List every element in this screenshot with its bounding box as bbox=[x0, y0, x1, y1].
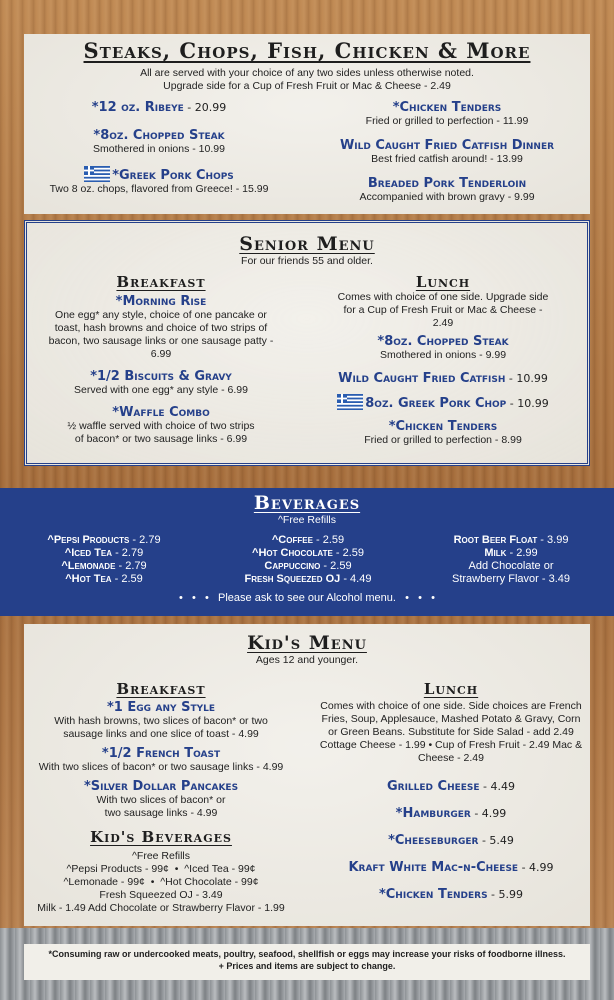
kids-bev-line-2: ^Lemonade - 99¢ • ^Hot Chocolate - 99¢ bbox=[63, 876, 259, 888]
steaks-title: Steaks, Chops, Fish, Chicken & More bbox=[83, 38, 531, 63]
bev-lemonade: ^Lemonade - 2.79 bbox=[61, 560, 147, 572]
steaks-right-col bbox=[304, 100, 590, 204]
senior-tenders-name: *Chicken Tenders bbox=[388, 419, 498, 434]
footer-line-2: + Prices and items are subject to change. bbox=[218, 961, 396, 971]
senior-tenders-desc: Fried or grilled to perfection - 8.99 bbox=[364, 434, 522, 446]
bev-col-3 bbox=[426, 534, 596, 586]
kids-bev-note: ^Free Refills bbox=[131, 850, 191, 862]
senior-lunch-col bbox=[313, 273, 573, 447]
ribeye-price: - 20.99 bbox=[183, 101, 227, 114]
kids-title: Kid's Menu bbox=[247, 632, 367, 654]
kids-pancakes-desc: With two slices of bacon* or two sausage links - 4.99 bbox=[96, 794, 226, 819]
senior-catfish-item bbox=[297, 371, 589, 386]
alcohol-note: • • • Please ask to see our Alcohol menu. • • • bbox=[178, 592, 436, 604]
chicken-tenders-desc: Fried or grilled to perfection - 11.99 bbox=[365, 115, 529, 127]
kids-cheeseburger: *Cheeseburger - 5.49 bbox=[388, 833, 514, 848]
senior-breakfast-title: Breakfast bbox=[116, 273, 206, 291]
senior-catfish-price: - 10.99 bbox=[505, 372, 548, 385]
greece-flag-icon bbox=[84, 166, 110, 182]
beverages-title: Beverages bbox=[253, 492, 361, 514]
bev-root-beer-float: Root Beer Float - 3.99 bbox=[453, 534, 569, 546]
beverages-note: ^Free Refills bbox=[277, 514, 337, 526]
kids-panel bbox=[24, 624, 590, 926]
senior-chopped-desc: Smothered in onions - 9.99 bbox=[379, 349, 507, 361]
footer-disclaimer bbox=[24, 944, 590, 980]
bev-col-1 bbox=[24, 534, 184, 586]
waffle-combo-name: *Waffle Combo bbox=[112, 405, 210, 420]
bev-milk-note-1: Add Chocolate or bbox=[468, 560, 554, 572]
bev-col-2 bbox=[220, 534, 396, 586]
greek-pork-chops-desc: Two 8 oz. chops, flavored from Greece! - 15.99 bbox=[49, 183, 269, 195]
kids-lunch-intro: Comes with choice of one side. Side choices are French Fries, Soup, Applesauce, Mashed Potato & Gravy, Corn or Green Beans. Substitute for Side Salad - add 2.49 Cottage Cheese - 1.99 • Cup of Fresh Fruit - 2.49 Mac & Cheese - 2.49 bbox=[319, 700, 583, 764]
pork-tenderloin-name: Breaded Pork Tenderloin bbox=[367, 176, 527, 191]
beverages-band bbox=[0, 488, 614, 616]
senior-title: Senior Menu bbox=[239, 233, 375, 255]
steaks-intro: All are served with your choice of any two sides unless otherwise noted. bbox=[140, 67, 474, 79]
bev-milk: Milk - 2.99 bbox=[484, 547, 538, 559]
senior-catfish-name: Wild Caught Fried Catfish bbox=[338, 371, 506, 386]
chopped-steak-desc: Smothered in onions - 10.99 bbox=[93, 143, 225, 155]
kids-breakfast-title: Breakfast bbox=[116, 680, 206, 698]
kids-bev-line-3: Fresh Squeezed OJ - 3.49 bbox=[99, 889, 223, 901]
kids-bev-line-4: Milk - 1.49 Add Chocolate or Strawberry Flavor - 1.99 bbox=[37, 902, 285, 914]
greek-pork-chops-item bbox=[24, 166, 294, 183]
greece-flag-icon bbox=[337, 394, 363, 410]
kids-egg-name: *1 Egg any Style bbox=[107, 700, 215, 715]
kids-intro: Ages 12 and younger. bbox=[255, 654, 359, 666]
kids-mac-n-cheese: Kraft White Mac-n-Cheese - 4.99 bbox=[348, 860, 554, 875]
ribeye-name: *12 oz. Ribeye bbox=[91, 100, 184, 115]
kids-breakfast-col bbox=[28, 680, 294, 915]
morning-rise-desc: One egg* any style, choice of one pancake or toast, hash browns and choice of two strips of bacon, two sausage links or one sausage patty - 6.99 bbox=[48, 309, 274, 360]
kids-chicken-tenders: *Chicken Tenders - 5.99 bbox=[378, 887, 524, 902]
catfish-dinner-desc: Best fried catfish around! - 13.99 bbox=[371, 153, 523, 165]
kids-lunch-title: Lunch bbox=[423, 680, 479, 698]
bev-hot-chocolate: ^Hot Chocolate - 2.59 bbox=[252, 547, 364, 559]
steaks-left-col bbox=[24, 100, 294, 196]
waffle-combo-desc: ½ waffle served with choice of two strips of bacon* or two sausage links - 6.99 bbox=[67, 420, 255, 445]
bev-cappuccino: Cappuccino - 2.59 bbox=[264, 560, 352, 572]
bev-hot-tea: ^Hot Tea - 2.59 bbox=[65, 573, 143, 585]
senior-breakfast-col bbox=[41, 273, 281, 446]
steaks-panel bbox=[24, 34, 590, 214]
footer-line-1: *Consuming raw or undercooked meats, poultry, seafood, shellfish or eggs may increase your risks of foodborne illness. bbox=[48, 949, 566, 959]
kids-beverages-title: Kid's Beverages bbox=[90, 828, 232, 846]
senior-lunch-title: Lunch bbox=[415, 273, 471, 291]
bev-milk-note-2: Strawberry Flavor - 3.49 bbox=[452, 573, 570, 585]
chicken-tenders-name: *Chicken Tenders bbox=[392, 100, 502, 115]
senior-greek-name: 8oz. Greek Pork Chop bbox=[365, 396, 507, 411]
catfish-dinner-name: Wild Caught Fried Catfish Dinner bbox=[339, 138, 555, 153]
kids-egg-desc: With hash browns, two slices of bacon* or two sausage links and one slice of toast - 4.99 bbox=[54, 715, 268, 740]
steaks-intro-2: Upgrade side for a Cup of Fresh Fruit or Mac & Cheese - 2.49 bbox=[163, 80, 451, 92]
chopped-steak-name: *8oz. Chopped Steak bbox=[93, 128, 225, 143]
senior-panel bbox=[24, 220, 590, 466]
senior-greek-item bbox=[313, 394, 573, 411]
pork-tenderloin-desc: Accompanied with brown gravy - 9.99 bbox=[359, 191, 535, 203]
senior-greek-price: - 10.99 bbox=[506, 397, 549, 410]
senior-chopped-name: *8oz. Chopped Steak bbox=[377, 334, 509, 349]
kids-pancakes-name: *Silver Dollar Pancakes bbox=[83, 779, 239, 794]
bev-iced-tea: ^Iced Tea - 2.79 bbox=[64, 547, 144, 559]
kids-toast-name: *1/2 French Toast bbox=[101, 746, 221, 761]
bev-pepsi: ^Pepsi Products - 2.79 bbox=[47, 534, 161, 546]
kids-bev-line-1: ^Pepsi Products - 99¢ • ^Iced Tea - 99¢ bbox=[66, 863, 256, 875]
kids-hamburger: *Hamburger - 4.99 bbox=[395, 806, 507, 821]
bev-coffee: ^Coffee - 2.59 bbox=[271, 534, 345, 546]
bev-oj: Fresh Squeezed OJ - 4.49 bbox=[244, 573, 372, 585]
senior-lunch-intro: Comes with choice of one side. Upgrade side for a Cup of Fresh Fruit or Mac & Cheese - 2.49 bbox=[337, 291, 549, 329]
greek-pork-chops-name: *Greek Pork Chops bbox=[112, 168, 234, 183]
morning-rise-name: *Morning Rise bbox=[115, 294, 207, 309]
ribeye-item bbox=[24, 100, 294, 115]
kids-lunch-col bbox=[318, 680, 584, 902]
kids-grilled-cheese: Grilled Cheese - 4.49 bbox=[386, 779, 516, 794]
kids-toast-desc: With two slices of bacon* or two sausage links - 4.99 bbox=[38, 761, 284, 773]
biscuits-gravy-desc: Served with one egg* any style - 6.99 bbox=[74, 384, 248, 396]
senior-intro: For our friends 55 and older. bbox=[241, 255, 373, 267]
biscuits-gravy-name: *1/2 Biscuits & Gravy bbox=[90, 369, 232, 384]
